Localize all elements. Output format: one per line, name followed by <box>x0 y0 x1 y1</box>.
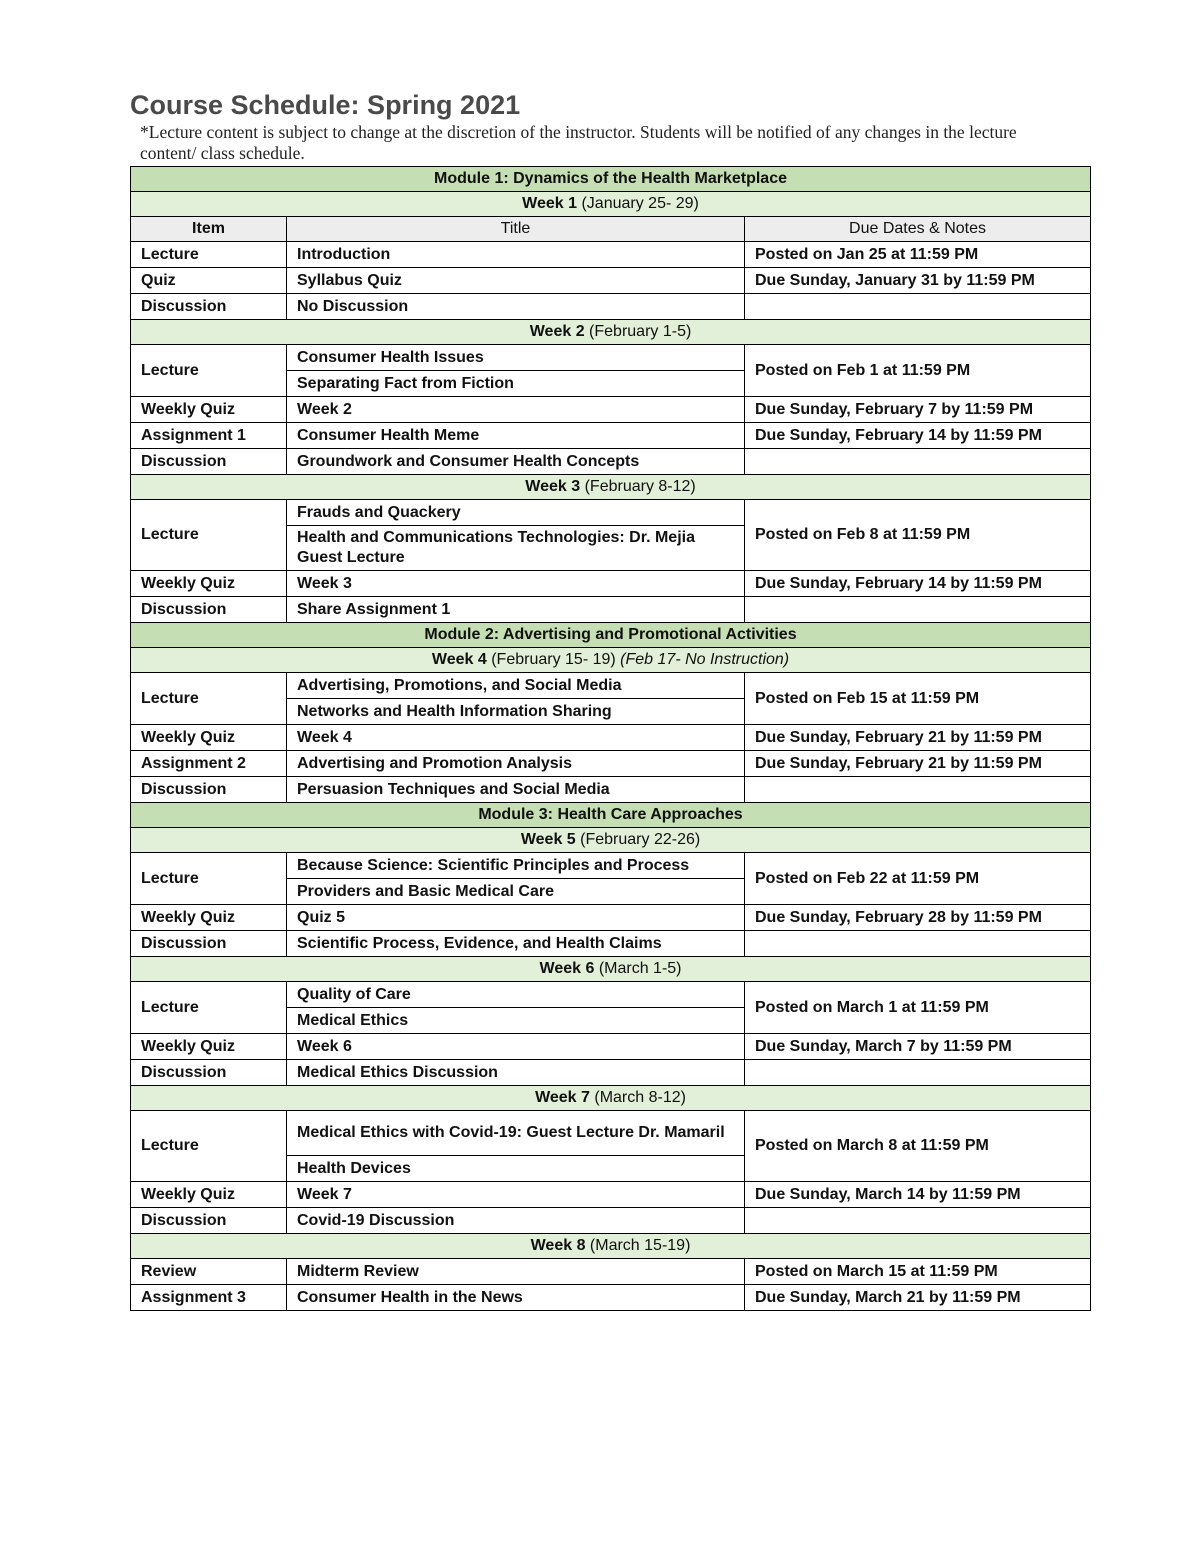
header-due: Due Dates & Notes <box>745 217 1091 242</box>
table-row: Lecture Introduction Posted on Jan 25 at 11:59 PM <box>131 242 1091 268</box>
table-row: Discussion Groundwork and Consumer Health Concepts <box>131 449 1091 475</box>
table-row: Discussion Share Assignment 1 <box>131 597 1091 623</box>
week-header: Week 4 (February 15- 19) (Feb 17- No Instruction) <box>131 648 1091 673</box>
page-title: Course Schedule: Spring 2021 <box>130 90 521 120</box>
schedule-page <box>130 88 1090 1311</box>
table-row: Discussion No Discussion <box>131 294 1091 320</box>
header-item: Item <box>131 217 287 242</box>
table-row: Weekly Quiz Week 6 Due Sunday, March 7 by 11:59 PM <box>131 1034 1091 1060</box>
week-header: Week 3 (February 8-12) <box>131 475 1091 500</box>
table-row: Lecture Quality of Care Posted on March 1 at 11:59 PM <box>131 982 1091 1008</box>
table-row: Quiz Syllabus Quiz Due Sunday, January 31 by 11:59 PM <box>131 268 1091 294</box>
table-row: Weekly Quiz Week 3 Due Sunday, February 14 by 11:59 PM <box>131 571 1091 597</box>
table-row: Lecture Medical Ethics with Covid-19: Guest Lecture Dr. Mamaril Posted on March 8 at 11:59 PM <box>131 1111 1091 1156</box>
table-row: Discussion Persuasion Techniques and Social Media <box>131 777 1091 803</box>
column-headers <box>131 217 1091 242</box>
table-row: Review Midterm Review Posted on March 15 at 11:59 PM <box>131 1259 1091 1285</box>
week-header: Week 1 (January 25- 29) <box>131 192 1091 217</box>
table-row: Providers and Basic Medical Care <box>131 879 1091 905</box>
week-header: Week 7 (March 8-12) <box>131 1086 1091 1111</box>
table-row: Health and Communications Technologies: Dr. Mejia Guest Lecture <box>131 526 1091 571</box>
table-row: Separating Fact from Fiction <box>131 371 1091 397</box>
table-row: Networks and Health Information Sharing <box>131 699 1091 725</box>
disclaimer-note: *Lecture content is subject to change at the discretion of the instructor. Students will be notified of any changes in the lecture content/ class schedule. <box>140 122 1017 163</box>
week-header: Week 6 (March 1-5) <box>131 957 1091 982</box>
table-row: Assignment 3 Consumer Health in the News Due Sunday, March 21 by 11:59 PM <box>131 1285 1091 1311</box>
schedule-table <box>130 166 1091 1311</box>
table-row: Lecture Advertising, Promotions, and Social Media Posted on Feb 15 at 11:59 PM <box>131 673 1091 699</box>
table-row: Assignment 1 Consumer Health Meme Due Sunday, February 14 by 11:59 PM <box>131 423 1091 449</box>
table-row: Discussion Covid-19 Discussion <box>131 1208 1091 1234</box>
table-row: Weekly Quiz Week 4 Due Sunday, February 21 by 11:59 PM <box>131 725 1091 751</box>
week-header: Week 5 (February 22-26) <box>131 828 1091 853</box>
table-row: Discussion Scientific Process, Evidence, and Health Claims <box>131 931 1091 957</box>
table-row: Weekly Quiz Week 2 Due Sunday, February 7 by 11:59 PM <box>131 397 1091 423</box>
module-header: Module 1: Dynamics of the Health Marketplace <box>131 167 1091 192</box>
module-header: Module 3: Health Care Approaches <box>131 803 1091 828</box>
header-title: Title <box>287 217 745 242</box>
table-row: Assignment 2 Advertising and Promotion Analysis Due Sunday, February 21 by 11:59 PM <box>131 751 1091 777</box>
table-row: Lecture Consumer Health Issues Posted on Feb 1 at 11:59 PM <box>131 345 1091 371</box>
table-row: Medical Ethics <box>131 1008 1091 1034</box>
table-row: Lecture Frauds and Quackery Posted on Feb 8 at 11:59 PM <box>131 500 1091 526</box>
table-row: Weekly Quiz Week 7 Due Sunday, March 14 by 11:59 PM <box>131 1182 1091 1208</box>
table-row: Lecture Because Science: Scientific Principles and Process Posted on Feb 22 at 11:59 PM <box>131 853 1091 879</box>
table-row: Health Devices <box>131 1156 1091 1182</box>
week-header: Week 8 (March 15-19) <box>131 1234 1091 1259</box>
module-header: Module 2: Advertising and Promotional Activities <box>131 623 1091 648</box>
table-row: Weekly Quiz Quiz 5 Due Sunday, February 28 by 11:59 PM <box>131 905 1091 931</box>
table-row: Discussion Medical Ethics Discussion <box>131 1060 1091 1086</box>
week-header: Week 2 (February 1-5) <box>131 320 1091 345</box>
